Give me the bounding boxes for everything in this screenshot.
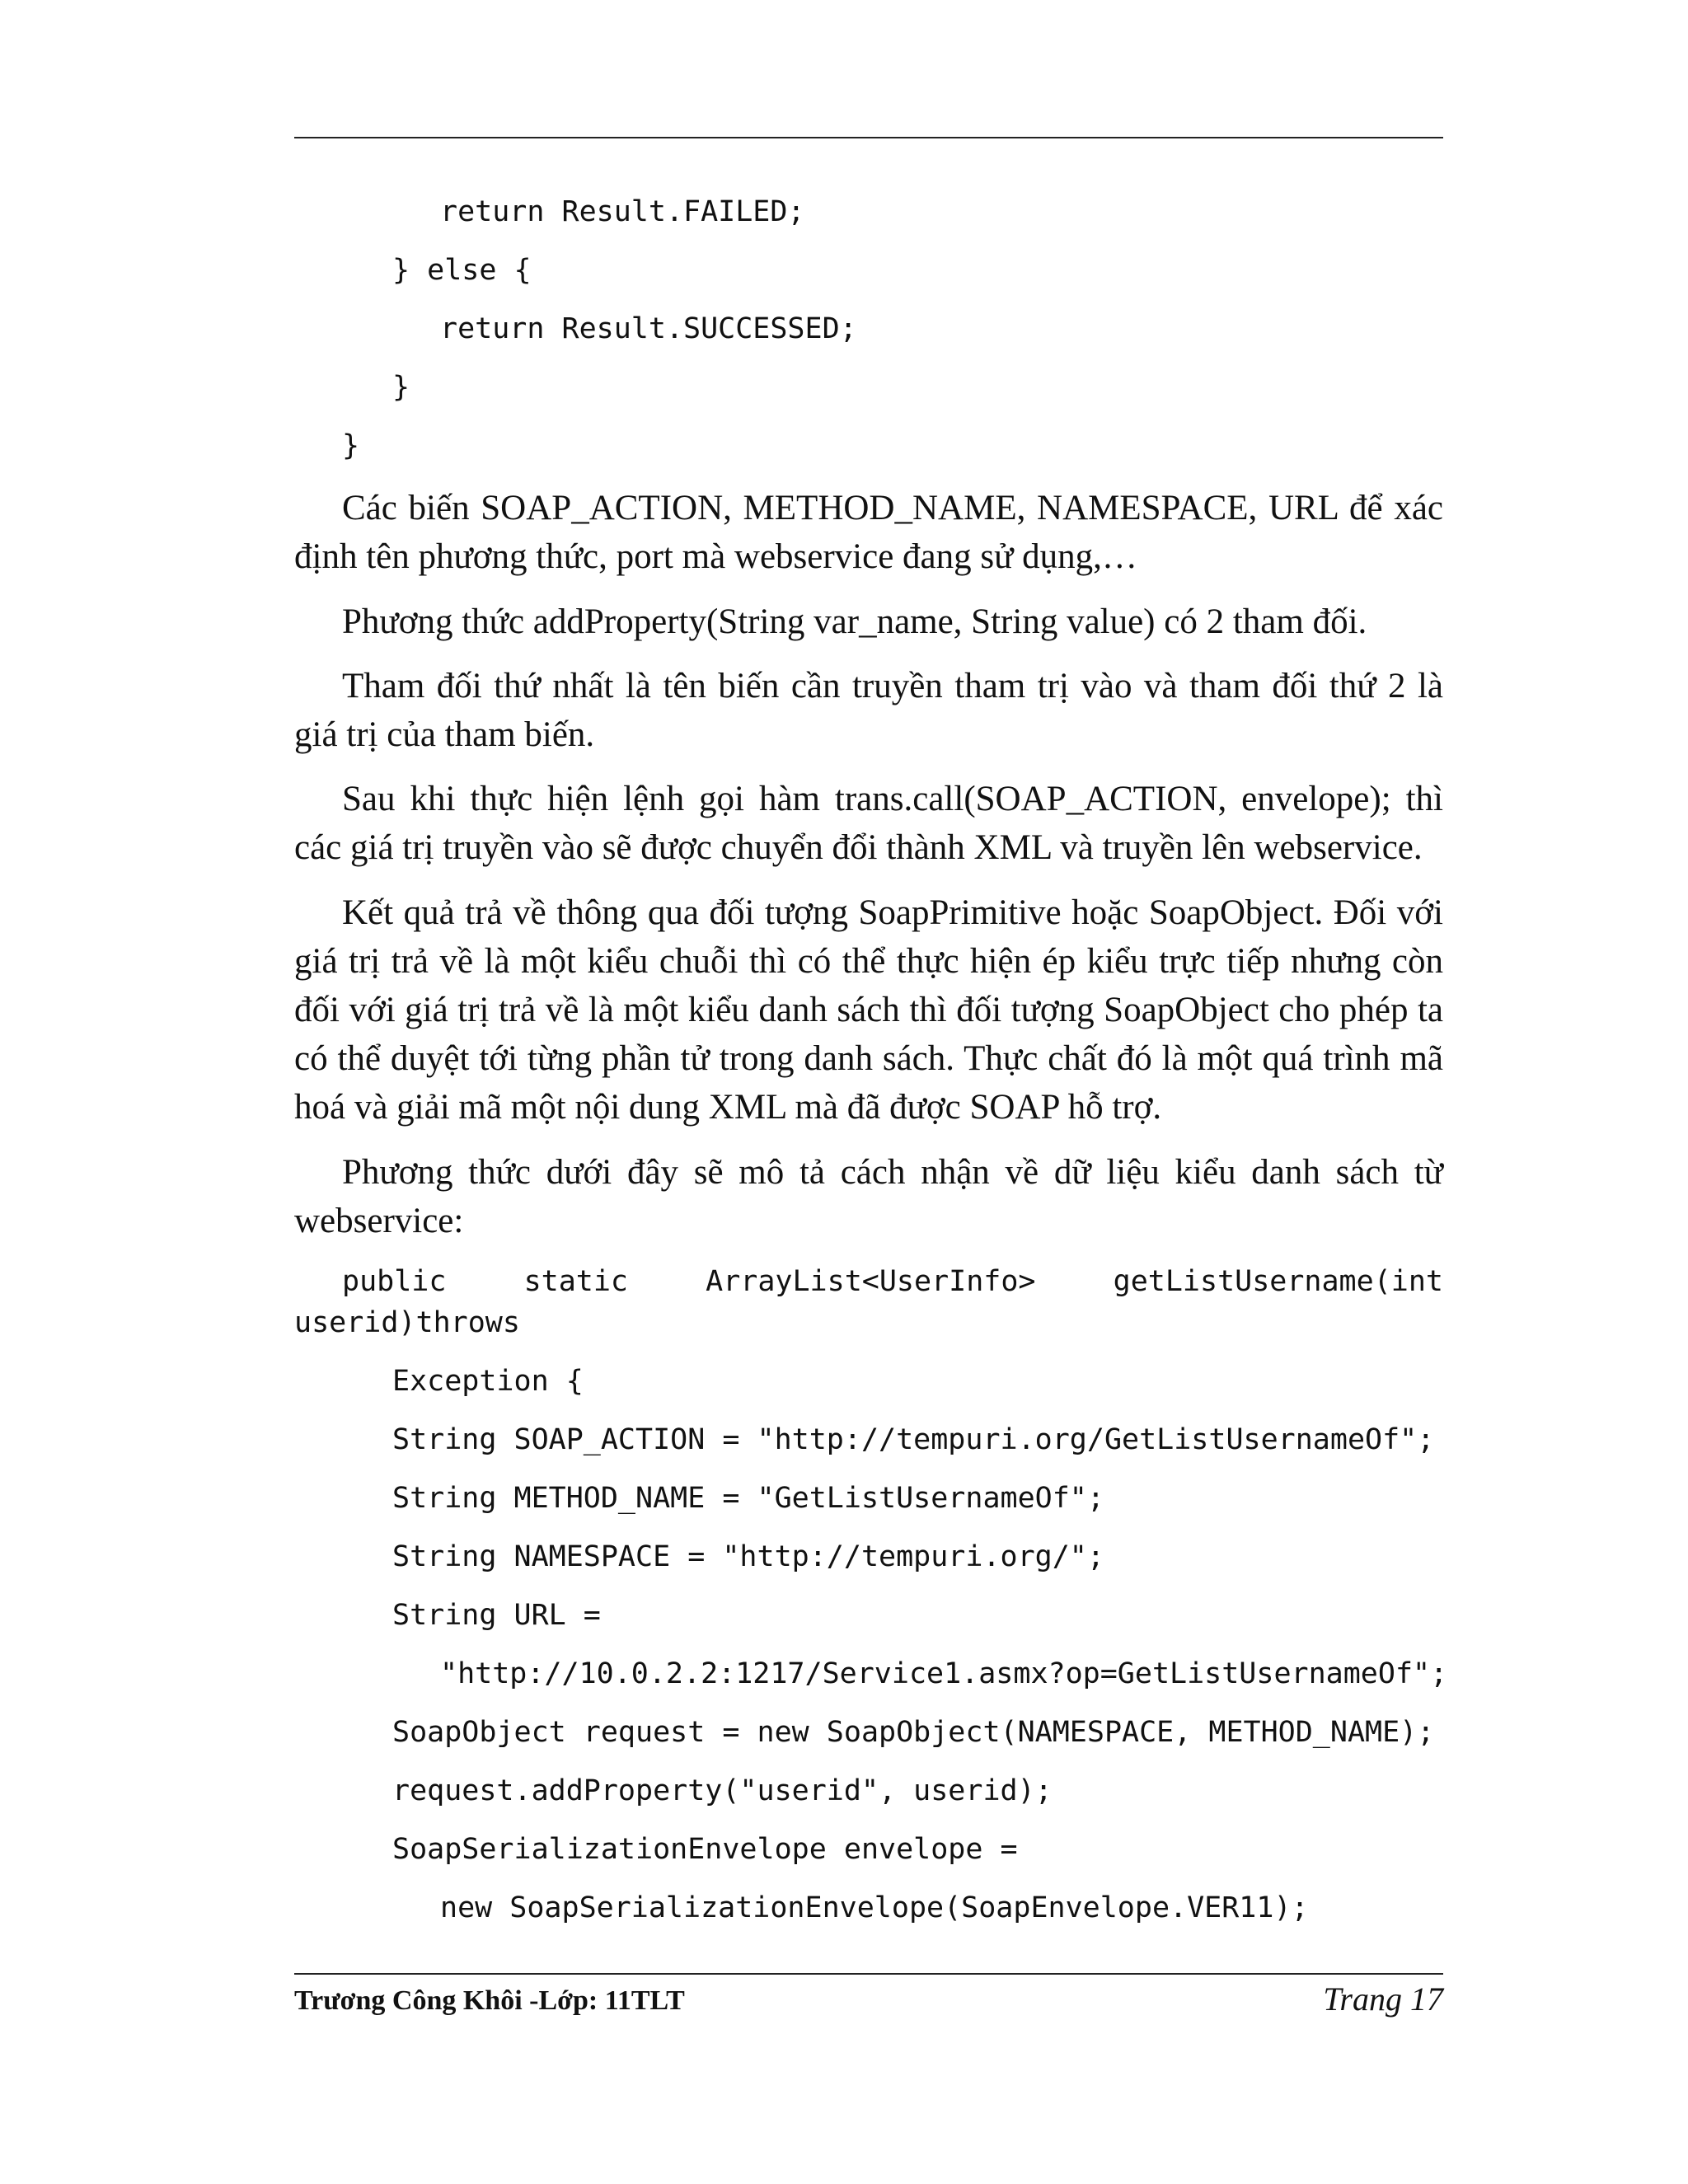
code-line: "http://10.0.2.2:1217/Service1.asmx?op=GetListUsernameOf"; xyxy=(440,1657,1448,1690)
body-paragraph: Sau khi thực hiện lệnh gọi hàm trans.call(SOAP_ACTION, envelope); thì các giá trị truyền vào sẽ được chuyển đổi thành XML và truyền lên webservice. xyxy=(294,780,1443,867)
code-line: return Result.SUCCESSED; xyxy=(440,312,857,345)
body-paragraph: Các biến SOAP_ACTION, METHOD_NAME, NAMESPACE, URL để xác định tên phương thức, port mà webservice đang sử dụng,… xyxy=(294,489,1443,576)
code-line: String METHOD_NAME = "GetListUsernameOf"; xyxy=(392,1482,1104,1515)
code-line: new SoapSerializationEnvelope(SoapEnvelope.VER11); xyxy=(440,1891,1309,1924)
body-paragraph: Tham đối thứ nhất là tên biến cần truyền tham trị vào và tham đối thứ 2 là giá trị của tham biến. xyxy=(294,667,1443,754)
code-line: String SOAP_ACTION = "http://tempuri.org/GetListUsernameOf"; xyxy=(392,1423,1435,1456)
code-line: } xyxy=(342,429,360,462)
body-paragraph: Phương thức addProperty(String var_name, String value) có 2 tham đối. xyxy=(342,602,1367,641)
footer-rule xyxy=(294,1973,1443,1975)
body-paragraph: Phương thức dưới đây sẽ mô tả cách nhận về dữ liệu kiểu danh sách từ webservice: xyxy=(294,1153,1443,1240)
code-line: request.addProperty("userid", userid); xyxy=(392,1774,1053,1807)
footer-page-number: Trang 17 xyxy=(1323,1980,1443,2018)
code-line: return Result.FAILED; xyxy=(440,195,805,228)
header-rule xyxy=(294,137,1443,138)
code-line: SoapSerializationEnvelope envelope = xyxy=(392,1833,1018,1866)
code-line: String URL = xyxy=(392,1599,601,1632)
code-line: } else { xyxy=(392,254,532,287)
code-line: String NAMESPACE = "http://tempuri.org/"; xyxy=(392,1540,1104,1573)
body-paragraph: Kết quả trả về thông qua đối tượng SoapPrimitive hoặc SoapObject. Đối với giá trị trả về là một kiểu chuỗi thì có thể thực hiện ép kiểu trực tiếp nhưng còn đối với giá trị trả về là một kiểu danh sách thì đối tượng SoapObject cho phép ta có thể duyệt tới từng phần tử trong danh sách. Thực chất đó là một quá trình mã hoá và giải mã một nội dung XML mà đã được SOAP hỗ trợ. xyxy=(294,893,1443,1127)
code-line: SoapObject request = new SoapObject(NAMESPACE, METHOD_NAME); xyxy=(392,1716,1435,1749)
footer-author: Trương Công Khôi -Lớp: 11TLT xyxy=(294,1985,685,2016)
code-line: Exception { xyxy=(392,1365,584,1398)
code-line: } xyxy=(392,371,410,404)
code-signature: public static ArrayList<UserInfo> getListUsername(int userid)throws xyxy=(294,1265,1443,1339)
